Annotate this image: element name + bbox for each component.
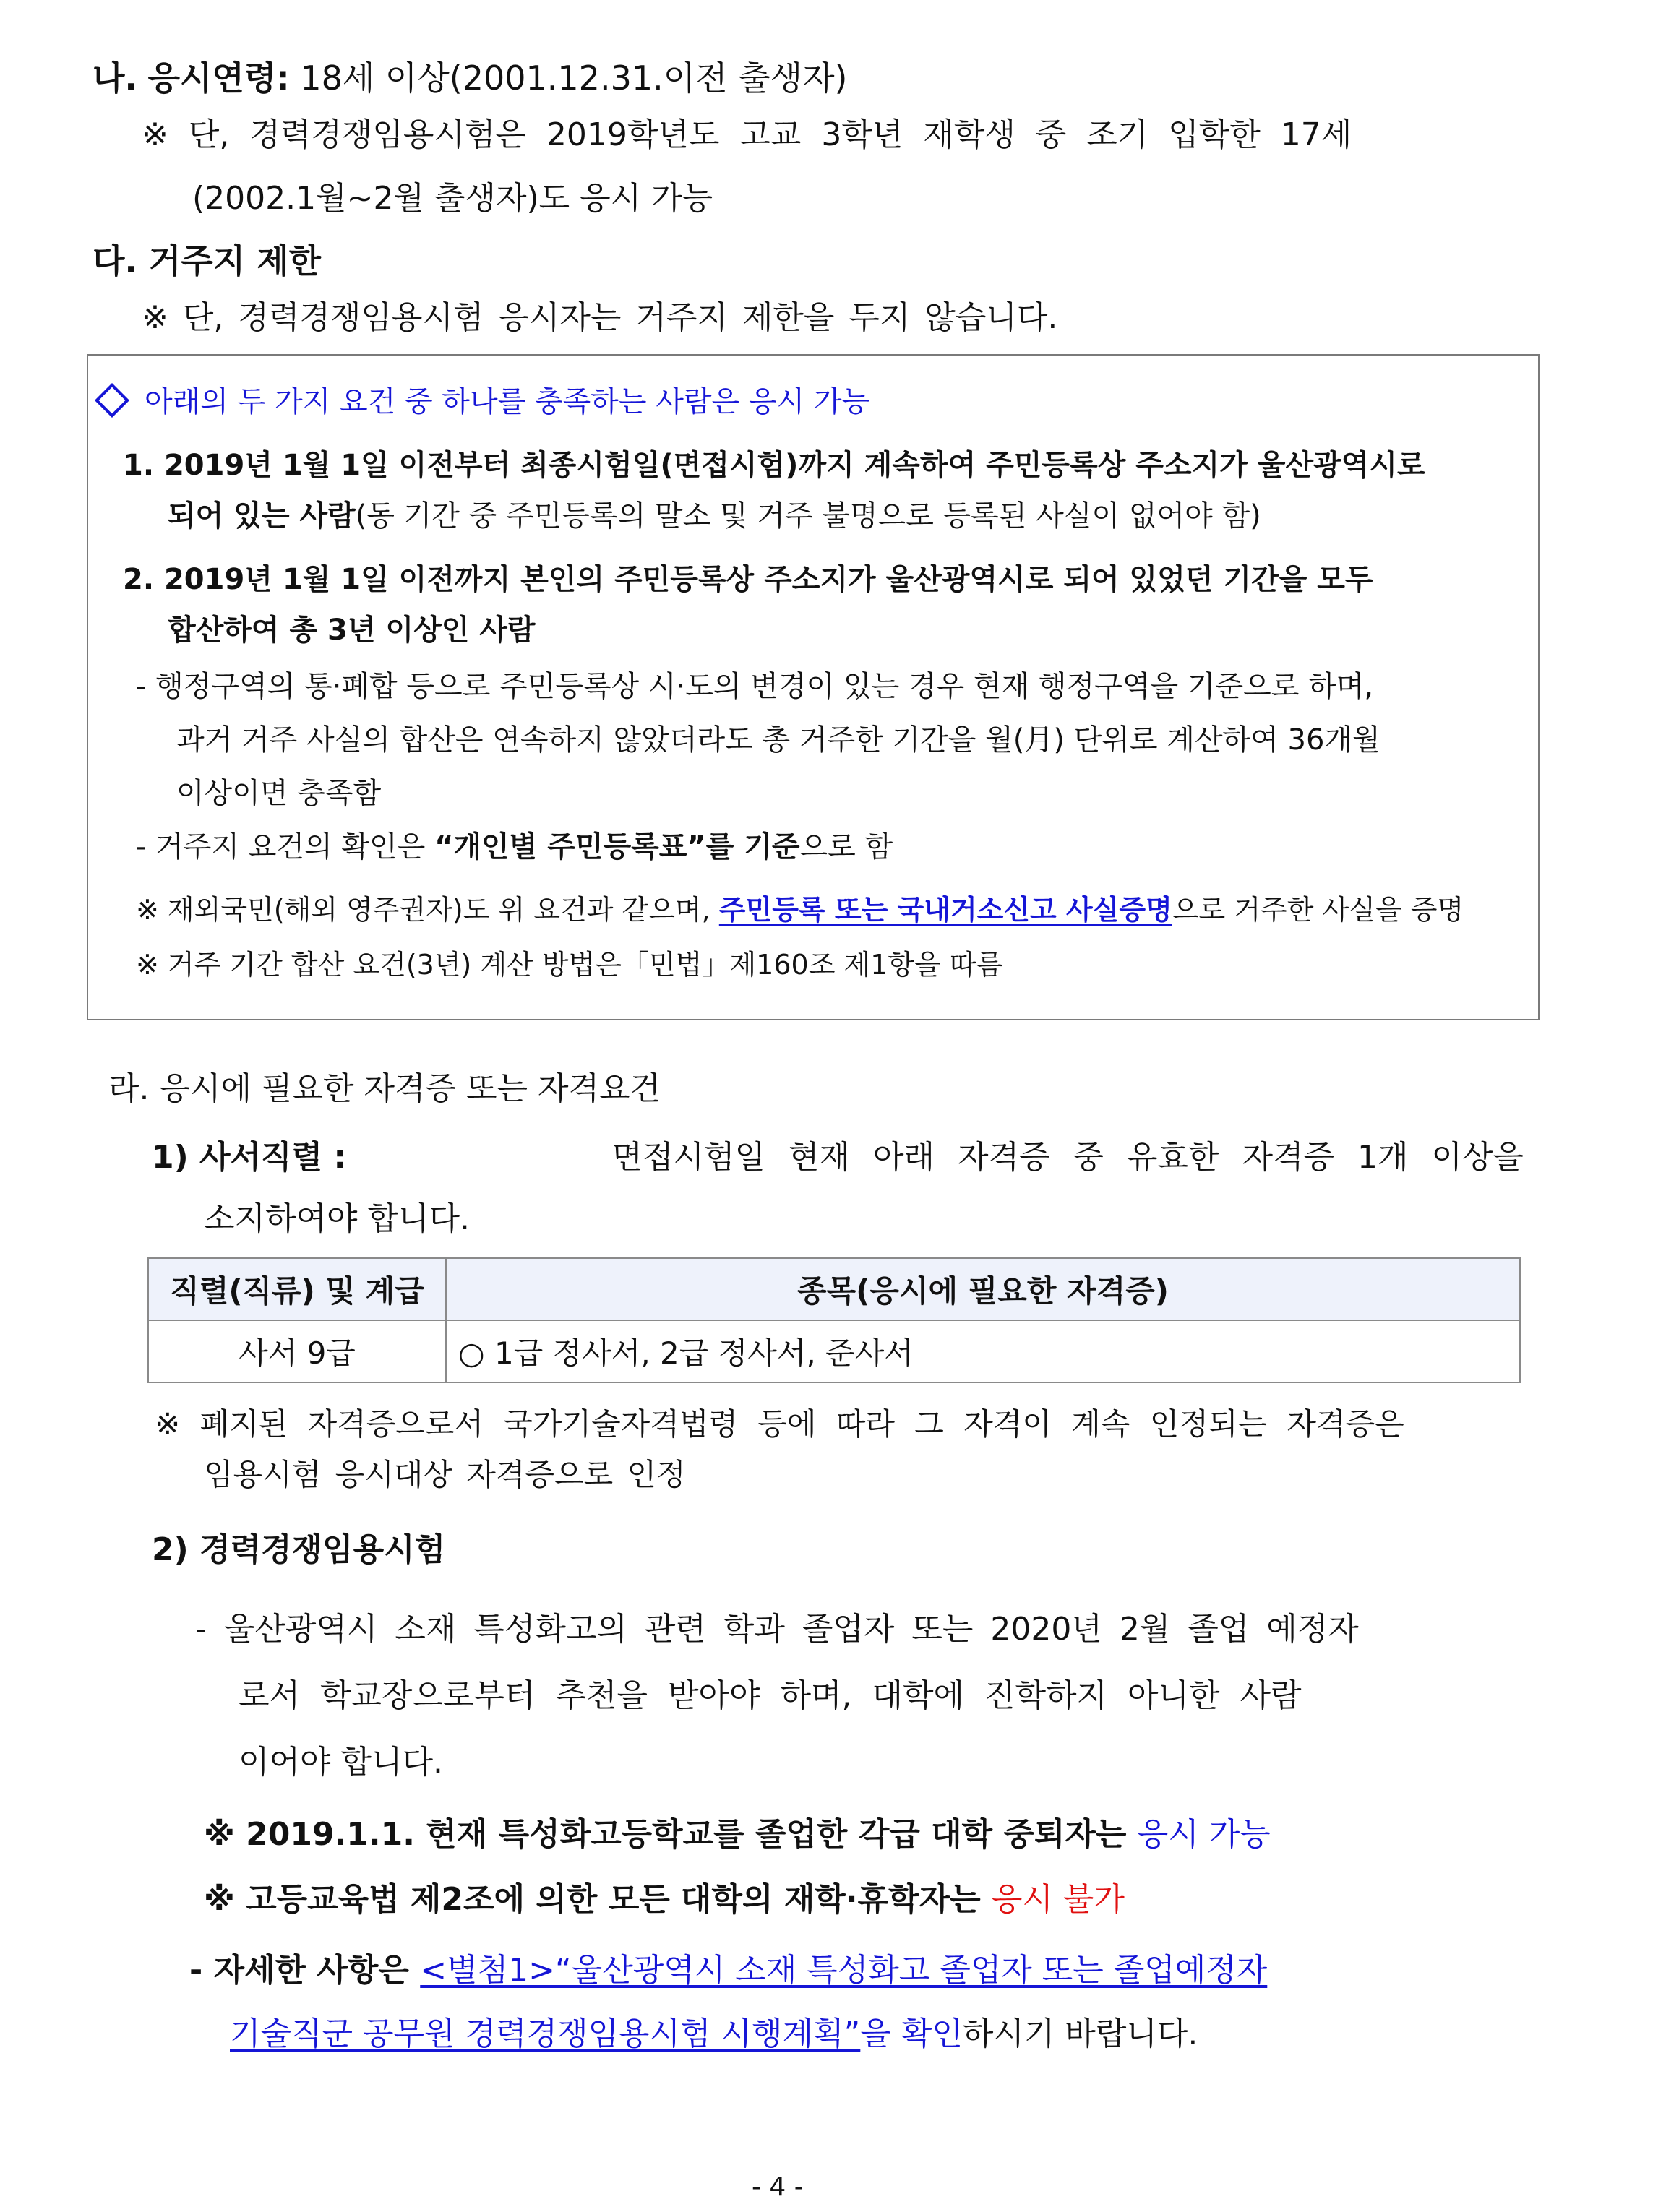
sub1-label: 1) 사서직렬 :	[152, 1139, 346, 1176]
box-item2-line2: 합산하여 총 3년 이상인 사람	[168, 614, 536, 647]
qualification-table	[147, 1257, 1521, 1383]
attachment1-link-cont[interactable]: 기술직군 공무원 경력경쟁임용시험 시행계획”	[230, 2015, 861, 2052]
sub2-note-b: ※ 고등교육법 제2조에 의한 모든 대학의 재학·휴학자는 응시 불가	[204, 1881, 1125, 1918]
table-header-cell: 종목(응시에 필요한 자격증)	[446, 1258, 1520, 1320]
section-na-marker: 나.	[93, 59, 137, 98]
table-cell: 사서 9급	[148, 1320, 446, 1382]
section-ra-title: 라. 응시에 필요한 자격증 또는 자격요건	[108, 1070, 661, 1107]
residence-proof-link[interactable]: 주민등록 또는 국내거소신고 사실증명	[718, 894, 1172, 926]
section-da-title: 다. 거주지 제한	[93, 241, 322, 280]
section-na-heading	[93, 52, 847, 100]
sub2-dash-line1: - 울산광역시 소재 특성화고의 관련 학과 졸업자 또는 2020년 2월 졸업 예정자	[195, 1611, 1359, 1648]
section-da-note: ※ 단, 경력경쟁임용시험 응시자는 거주지 제한을 두지 않습니다.	[142, 299, 1058, 336]
table-row	[148, 1320, 1520, 1382]
box-note2: ※ 거주 기간 합산 요건(3년) 계산 방법은「민법」제160조 제1항을 따름	[136, 949, 1003, 981]
box-item1-line2: 되어 있는 사람(동 기간 중 주민등록의 말소 및 거주 불명으로 등록된 사실이 없어야 함)	[168, 499, 1261, 533]
box-dash1-line2: 과거 거주 사실의 합산은 연속하지 않았더라도 총 거주한 기간을 월(月) 단위로 계산하여 36개월	[176, 723, 1380, 757]
box-dash1-line1: - 행정구역의 통·폐합 등으로 주민등록상 시·도의 변경이 있는 경우 현재 행정구역을 기준으로 하며,	[136, 670, 1374, 703]
section-na-note-line1: ※ 단, 경력경쟁임용시험은 2019학년도 고교 3학년 재학생 중 조기 입학한 17세	[142, 116, 1352, 153]
box-dash1-line3: 이상이면 충족함	[176, 777, 382, 810]
detail-line2: 기술직군 공무원 경력경쟁임용시험 시행계획”을 확인하시기 바랍니다.	[230, 2015, 1198, 2052]
table-header-cell: 직렬(직류) 및 계급	[148, 1258, 446, 1320]
sub1-line1: 1) 사서직렬 : 면접시험일 현재 아래 자격증 중 유효한 자격증 1개 이상을	[152, 1131, 1524, 1177]
table-note-line1: ※ 폐지된 자격증으로서 국가기술자격법령 등에 따라 그 자격이 계속 인정되는 자격증은	[155, 1406, 1404, 1442]
table-cell: ○ 1급 정사서, 2급 정사서, 준사서	[446, 1320, 1520, 1382]
sub2-title: 2) 경력경쟁임용시험	[152, 1531, 446, 1568]
sub2-dash-line3: 이어야 합니다.	[239, 1744, 443, 1781]
box-heading: 아래의 두 가지 요건 중 하나를 충족하는 사람은 응시 가능	[93, 379, 869, 420]
box-note1: ※ 재외국민(해외 영주권자)도 위 요건과 같으며, 주민등록 또는 국내거소신고 사실증명으로 거주한 사실을 증명	[136, 894, 1464, 926]
box-item1-line1: 1. 2019년 1월 1일 이전부터 최종시험일(면접시험)까지 계속하여 주민등록상 주소지가 울산광역시로	[123, 449, 1425, 482]
sub2-note-a: ※ 2019.1.1. 현재 특성화고등학교를 졸업한 각급 대학 중퇴자는 응시 가능	[204, 1816, 1271, 1853]
table-note-line2: 임용시험 응시대상 자격증으로 인정	[204, 1457, 686, 1492]
sub2-dash-line2: 로서 학교장으로부터 추천을 받아야 하며, 대학에 진학하지 아니한 사람	[239, 1677, 1302, 1714]
attachment1-link[interactable]: <별첨1>“울산광역시 소재 특성화고 졸업자 또는 졸업예정자	[420, 1952, 1268, 1989]
diamond-icon	[95, 383, 129, 418]
section-na-note-line2: (2002.1월~2월 출생자)도 응시 가능	[192, 180, 713, 217]
section-na-title: 응시연령:	[147, 59, 290, 98]
detail-line1: - 자세한 사항은 <별첨1>“울산광역시 소재 특성화고 졸업자 또는 졸업예정자	[189, 1952, 1268, 1989]
box-dash2: - 거주지 요건의 확인은 “개인별 주민등록표”를 기준으로 함	[136, 830, 893, 864]
table-header-row	[148, 1258, 1520, 1320]
box-item2-line1: 2. 2019년 1월 1일 이전까지 본인의 주민등록상 주소지가 울산광역시로 되어 있었던 기간을 모두	[123, 563, 1373, 596]
page-number: - 4 -	[752, 2172, 804, 2202]
section-na-value: 18세 이상(2001.12.31.이전 출생자)	[300, 59, 848, 98]
sub1-line2: 소지하여야 합니다.	[204, 1200, 471, 1237]
